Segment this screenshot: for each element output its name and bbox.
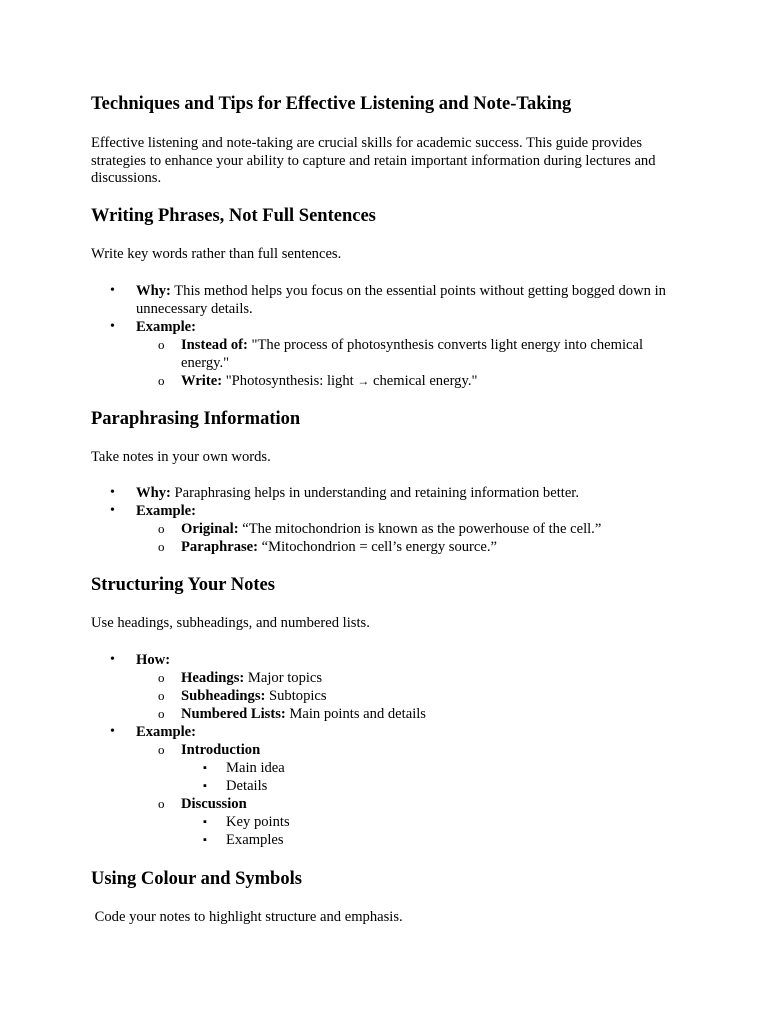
square-marker: ▪ <box>203 834 207 846</box>
arrow-icon: → <box>357 374 370 388</box>
list-item <box>91 651 681 669</box>
section-list <box>91 651 681 849</box>
item-text: Subtopics <box>265 688 327 704</box>
square-marker: ▪ <box>203 780 207 792</box>
item-label: Example: <box>136 503 196 519</box>
square-marker: ▪ <box>203 762 207 774</box>
bullet-marker: • <box>110 283 115 298</box>
list-item <box>91 538 681 556</box>
item-label: Headings: <box>181 670 245 686</box>
section-lead: Take notes in your own words. <box>91 449 271 465</box>
item-text: Main points and details <box>285 706 426 722</box>
section-list <box>91 282 681 390</box>
item-label: Example: <box>136 319 196 335</box>
item-label: Why: <box>136 485 171 501</box>
list-item <box>91 687 681 705</box>
list-item <box>91 705 681 723</box>
list-item <box>91 777 681 795</box>
item-label: Write: <box>181 373 223 389</box>
circle-marker: o <box>158 521 165 536</box>
bullet-marker: • <box>110 652 115 667</box>
intro-paragraph: Effective listening and note-taking are crucial skills for academic success. This guide provides strategies to enhance your ability to capture and retain important information during lectures and discussions. <box>91 135 656 186</box>
section-heading-colour-symbols: Using Colour and Symbols <box>91 869 302 889</box>
item-label: Paraphrase: <box>181 539 259 555</box>
item-label: Numbered Lists: <box>181 706 286 722</box>
list-item <box>91 813 681 831</box>
list-item <box>91 759 681 777</box>
item-text: “The mitochondrion is known as the powerhouse of the cell.” <box>238 521 602 537</box>
square-marker: ▪ <box>203 816 207 828</box>
item-label: Subheadings: <box>181 688 266 704</box>
list-item <box>91 520 681 538</box>
item-text: Examples <box>226 832 284 848</box>
item-text: "Photosynthesis: light <box>222 373 358 389</box>
item-text: Details <box>226 778 268 794</box>
bullet-marker: • <box>110 319 115 334</box>
list-item <box>91 336 681 372</box>
section-lead: Code your notes to highlight structure and emphasis. <box>91 909 403 925</box>
list-item <box>91 282 681 318</box>
item-label: Original: <box>181 521 239 537</box>
list-item <box>91 795 681 813</box>
circle-marker: o <box>158 706 165 721</box>
circle-marker: o <box>158 688 165 703</box>
circle-marker: o <box>158 670 165 685</box>
section-heading-paraphrasing: Paraphrasing Information <box>91 409 301 429</box>
document-title: Techniques and Tips for Effective Listening and Note-Taking <box>91 94 572 114</box>
circle-marker: o <box>158 539 165 554</box>
circle-marker: o <box>158 796 165 811</box>
item-label: Why: <box>136 283 171 299</box>
list-item <box>91 723 681 741</box>
item-text: chemical energy." <box>369 373 478 389</box>
section-lead: Write key words rather than full sentences. <box>91 246 342 262</box>
list-item <box>91 831 681 849</box>
item-text: Major topics <box>244 670 323 686</box>
list-item <box>91 502 681 520</box>
item-label: Introduction <box>181 742 261 758</box>
circle-marker: o <box>158 337 165 352</box>
item-text: Key points <box>226 814 290 830</box>
list-item <box>91 669 681 687</box>
section-list <box>91 484 681 556</box>
section-lead: Use headings, subheadings, and numbered lists. <box>91 615 370 631</box>
item-label: How: <box>136 652 171 668</box>
bullet-marker: • <box>110 724 115 739</box>
item-label: Example: <box>136 724 196 740</box>
item-label: Instead of: <box>181 337 248 353</box>
bullet-marker: • <box>110 503 115 518</box>
list-item <box>91 318 681 336</box>
item-text: Paraphrasing helps in understanding and retaining information better. <box>170 485 579 501</box>
item-text: This method helps you focus on the essential points without getting bogged down in unnecessary details. <box>136 283 666 317</box>
list-item <box>91 372 681 390</box>
item-label: Discussion <box>181 796 247 812</box>
section-heading-structuring: Structuring Your Notes <box>91 575 275 595</box>
item-text: “Mitochondrion = cell’s energy source.” <box>258 539 497 555</box>
item-text: "The process of photosynthesis converts light energy into chemical energy." <box>181 337 644 371</box>
section-heading-writing-phrases: Writing Phrases, Not Full Sentences <box>91 206 376 226</box>
list-item <box>91 484 681 502</box>
bullet-marker: • <box>110 485 115 500</box>
list-item <box>91 741 681 759</box>
circle-marker: o <box>158 373 165 388</box>
circle-marker: o <box>158 742 165 757</box>
item-text: Main idea <box>226 760 285 776</box>
